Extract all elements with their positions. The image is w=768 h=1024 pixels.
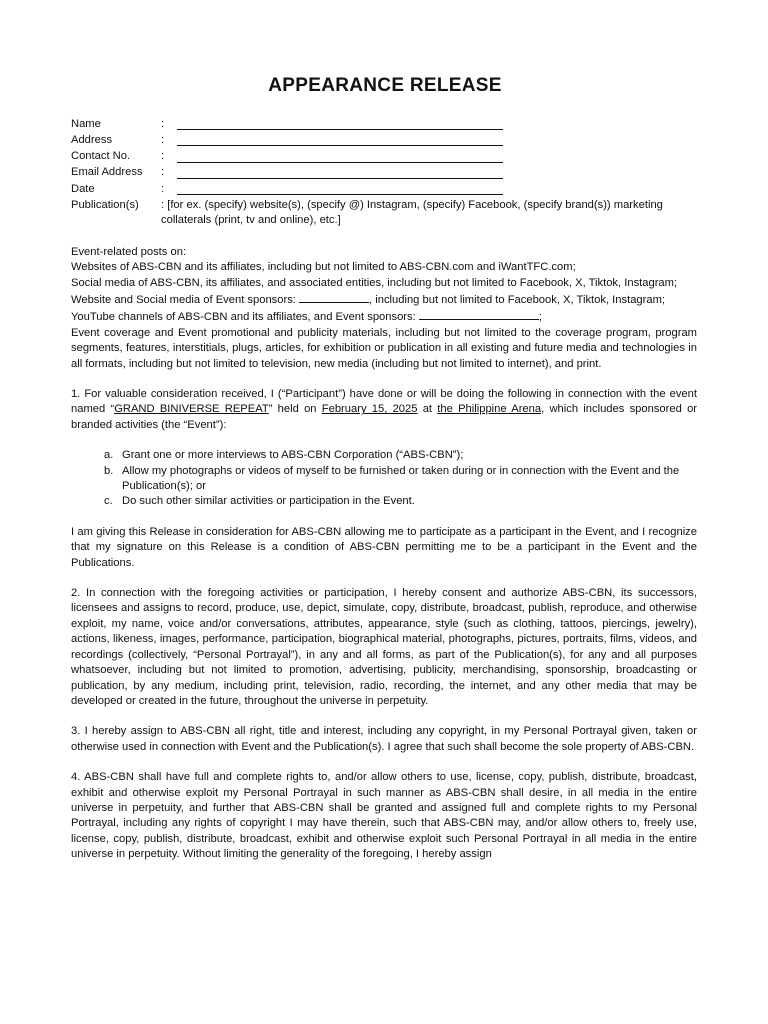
event-posts-sponsors xyxy=(71,291,697,308)
email-blank-line[interactable] xyxy=(177,166,503,179)
list-item-text: Grant one or more interviews to ABS-CBN Corporation (“ABS-CBN”); xyxy=(122,449,464,462)
name-blank-line[interactable] xyxy=(177,117,503,130)
para1-text-a: 1. For valuable consideration received, I (“Participant”) have done or will be doing the following in connection with the event named “ xyxy=(71,388,697,416)
field-colon: : xyxy=(161,133,165,146)
field-row-address xyxy=(71,132,697,148)
event-name: GRAND BINIVERSE REPEAT xyxy=(114,403,269,416)
list-item xyxy=(104,448,697,463)
para1-text-d: , which includes sponsored or branded activities (the “Event”): xyxy=(71,403,698,431)
sponsors-text-a: Website and Social media of Event sponsors: xyxy=(71,293,296,306)
address-blank-line[interactable] xyxy=(177,133,503,146)
field-label: Name xyxy=(71,117,101,130)
date-blank-line[interactable] xyxy=(177,182,503,195)
publication-label: Publication(s) xyxy=(71,198,139,211)
sponsors-blank-line[interactable] xyxy=(299,291,369,303)
event-date: February 15, 2025 xyxy=(321,403,418,416)
paragraph-2: 2. In connection with the foregoing activities or participation, I hereby consent and authorize ABS-CBN, its successors, licensees and assigns to record, produce, use, depict, simulate, copy, distribute, broadcast, publish, reproduce, and otherwise exploit, my name, voice and/or conversations, attributes, appearance, style (such as clothing, tattoos, piercings, jewelry), actions, likeness, images, performance, participation, biographical material, photographs, pictures, portraits, films, videos, and recordings (collectively, “Personal Portrayal”), in any and all forms, as part of the Publication(s), for any and all purposes whatsoever, including but not limited to promotion, advertising, publicity, merchandising, sponsorship, broadcasting or publication, by any medium, including print, television, radio, recording, the internet, and any other media that may be developed or created in the future, throughout the universe in perpetuity. xyxy=(71,587,697,707)
field-label: Address xyxy=(71,133,113,146)
document-title: APPEARANCE RELEASE xyxy=(268,75,502,96)
list-item xyxy=(104,464,697,495)
event-posts-heading: Event-related posts on: xyxy=(71,245,187,258)
contact-blank-line[interactable] xyxy=(177,150,503,163)
list-item-text: Do such other similar activities or participation in the Event. xyxy=(122,495,415,508)
field-label: Date xyxy=(71,182,95,195)
field-row-email xyxy=(71,165,697,181)
para1-text-b: ” held on xyxy=(268,403,322,416)
list-item xyxy=(104,494,697,509)
field-colon: : xyxy=(161,182,165,195)
para1-text-c: at xyxy=(417,403,438,416)
consideration-paragraph: I am giving this Release in consideration for ABS-CBN allowing me to participate as a participant in the Event, and I recognize that my signature on this Release is a condition of ABS-CBN permitting me to be a participant in the Event and the Publications. xyxy=(71,525,697,569)
paragraph-1 xyxy=(71,387,697,433)
list-marker: b. xyxy=(104,464,114,477)
list-marker: a. xyxy=(104,449,114,462)
event-posts-youtube xyxy=(71,308,697,325)
field-row-date xyxy=(71,181,697,197)
publication-value: : [for ex. (specify) website(s), (specify @) Instagram, (specify) Facebook, (specify brand(s)) marketing collaterals (print, tv and online), etc.] xyxy=(161,198,663,227)
field-colon: : xyxy=(161,150,165,163)
youtube-text: YouTube channels of ABS-CBN and its affiliates, and Event sponsors: xyxy=(71,311,416,324)
document-content xyxy=(71,74,697,863)
event-posts-coverage: Event coverage and Event promotional and publicity materials, including but not limited to the coverage program, program segments, features, interstitials, plugs, articles, for exhibition or publication in all existing and future media and technologies in all formats, including but not limited to television, new media (including but not limited to internet), and print. xyxy=(71,326,697,370)
field-label: Email Address xyxy=(71,166,143,179)
youtube-text-end: ; xyxy=(538,311,542,324)
youtube-blank-line[interactable] xyxy=(419,308,539,320)
list-marker: c. xyxy=(104,495,113,508)
event-venue: the Philippine Arena xyxy=(437,403,542,416)
field-row-publication xyxy=(71,198,697,229)
sponsors-text-b: , including but not limited to Facebook, X, Tiktok, Instagram; xyxy=(369,293,666,306)
paragraph-3: 3. I hereby assign to ABS-CBN all right, title and interest, including any copyright, in my Personal Portrayal given, taken or otherwise used in connection with Event and the Publication(s). I agree that such shall become the sole property of ABS-CBN. xyxy=(71,725,697,753)
field-label: Contact No. xyxy=(71,150,131,163)
event-posts-social: Social media of ABS-CBN, its affiliates, and associated entities, including but not limited to Facebook, X, Tiktok, Instagram; xyxy=(71,276,678,289)
event-posts-websites: Websites of ABS-CBN and its affiliates, including but not limited to ABS-CBN.com and iWantTFC.com; xyxy=(71,261,576,274)
field-row-name xyxy=(71,116,697,132)
field-colon: : xyxy=(161,117,165,130)
paragraph-4: 4. ABS-CBN shall have full and complete rights to, and/or allow others to use, license, copy, publish, distribute, broadcast, exhibit and otherwise exploit my Personal Portrayal in such manner as ABS-CBN shall desire, in all media in the entire universe in perpetuity, and further that ABS-CBN shall be granted and assigned full and complete rights to my Personal Portrayal, including any rights of copyright I may have therein, such that ABS-CBN may, and/or allow others to, freely use, license, copy, publish, distribute, broadcast, exhibit and otherwise exploit such Personal Portrayal in all media in the entire universe in perpetuity. Without limiting the generality of the foregoing, I hereby assign xyxy=(71,771,697,861)
activities-list xyxy=(71,448,697,510)
participant-fields xyxy=(71,116,697,229)
field-colon: : xyxy=(161,166,165,179)
field-row-contact xyxy=(71,148,697,164)
list-item-text: Allow my photographs or videos of myself to be furnished or taken during or in connection with the Event and the Publication(s); or xyxy=(122,464,680,493)
event-posts-section xyxy=(71,245,697,372)
